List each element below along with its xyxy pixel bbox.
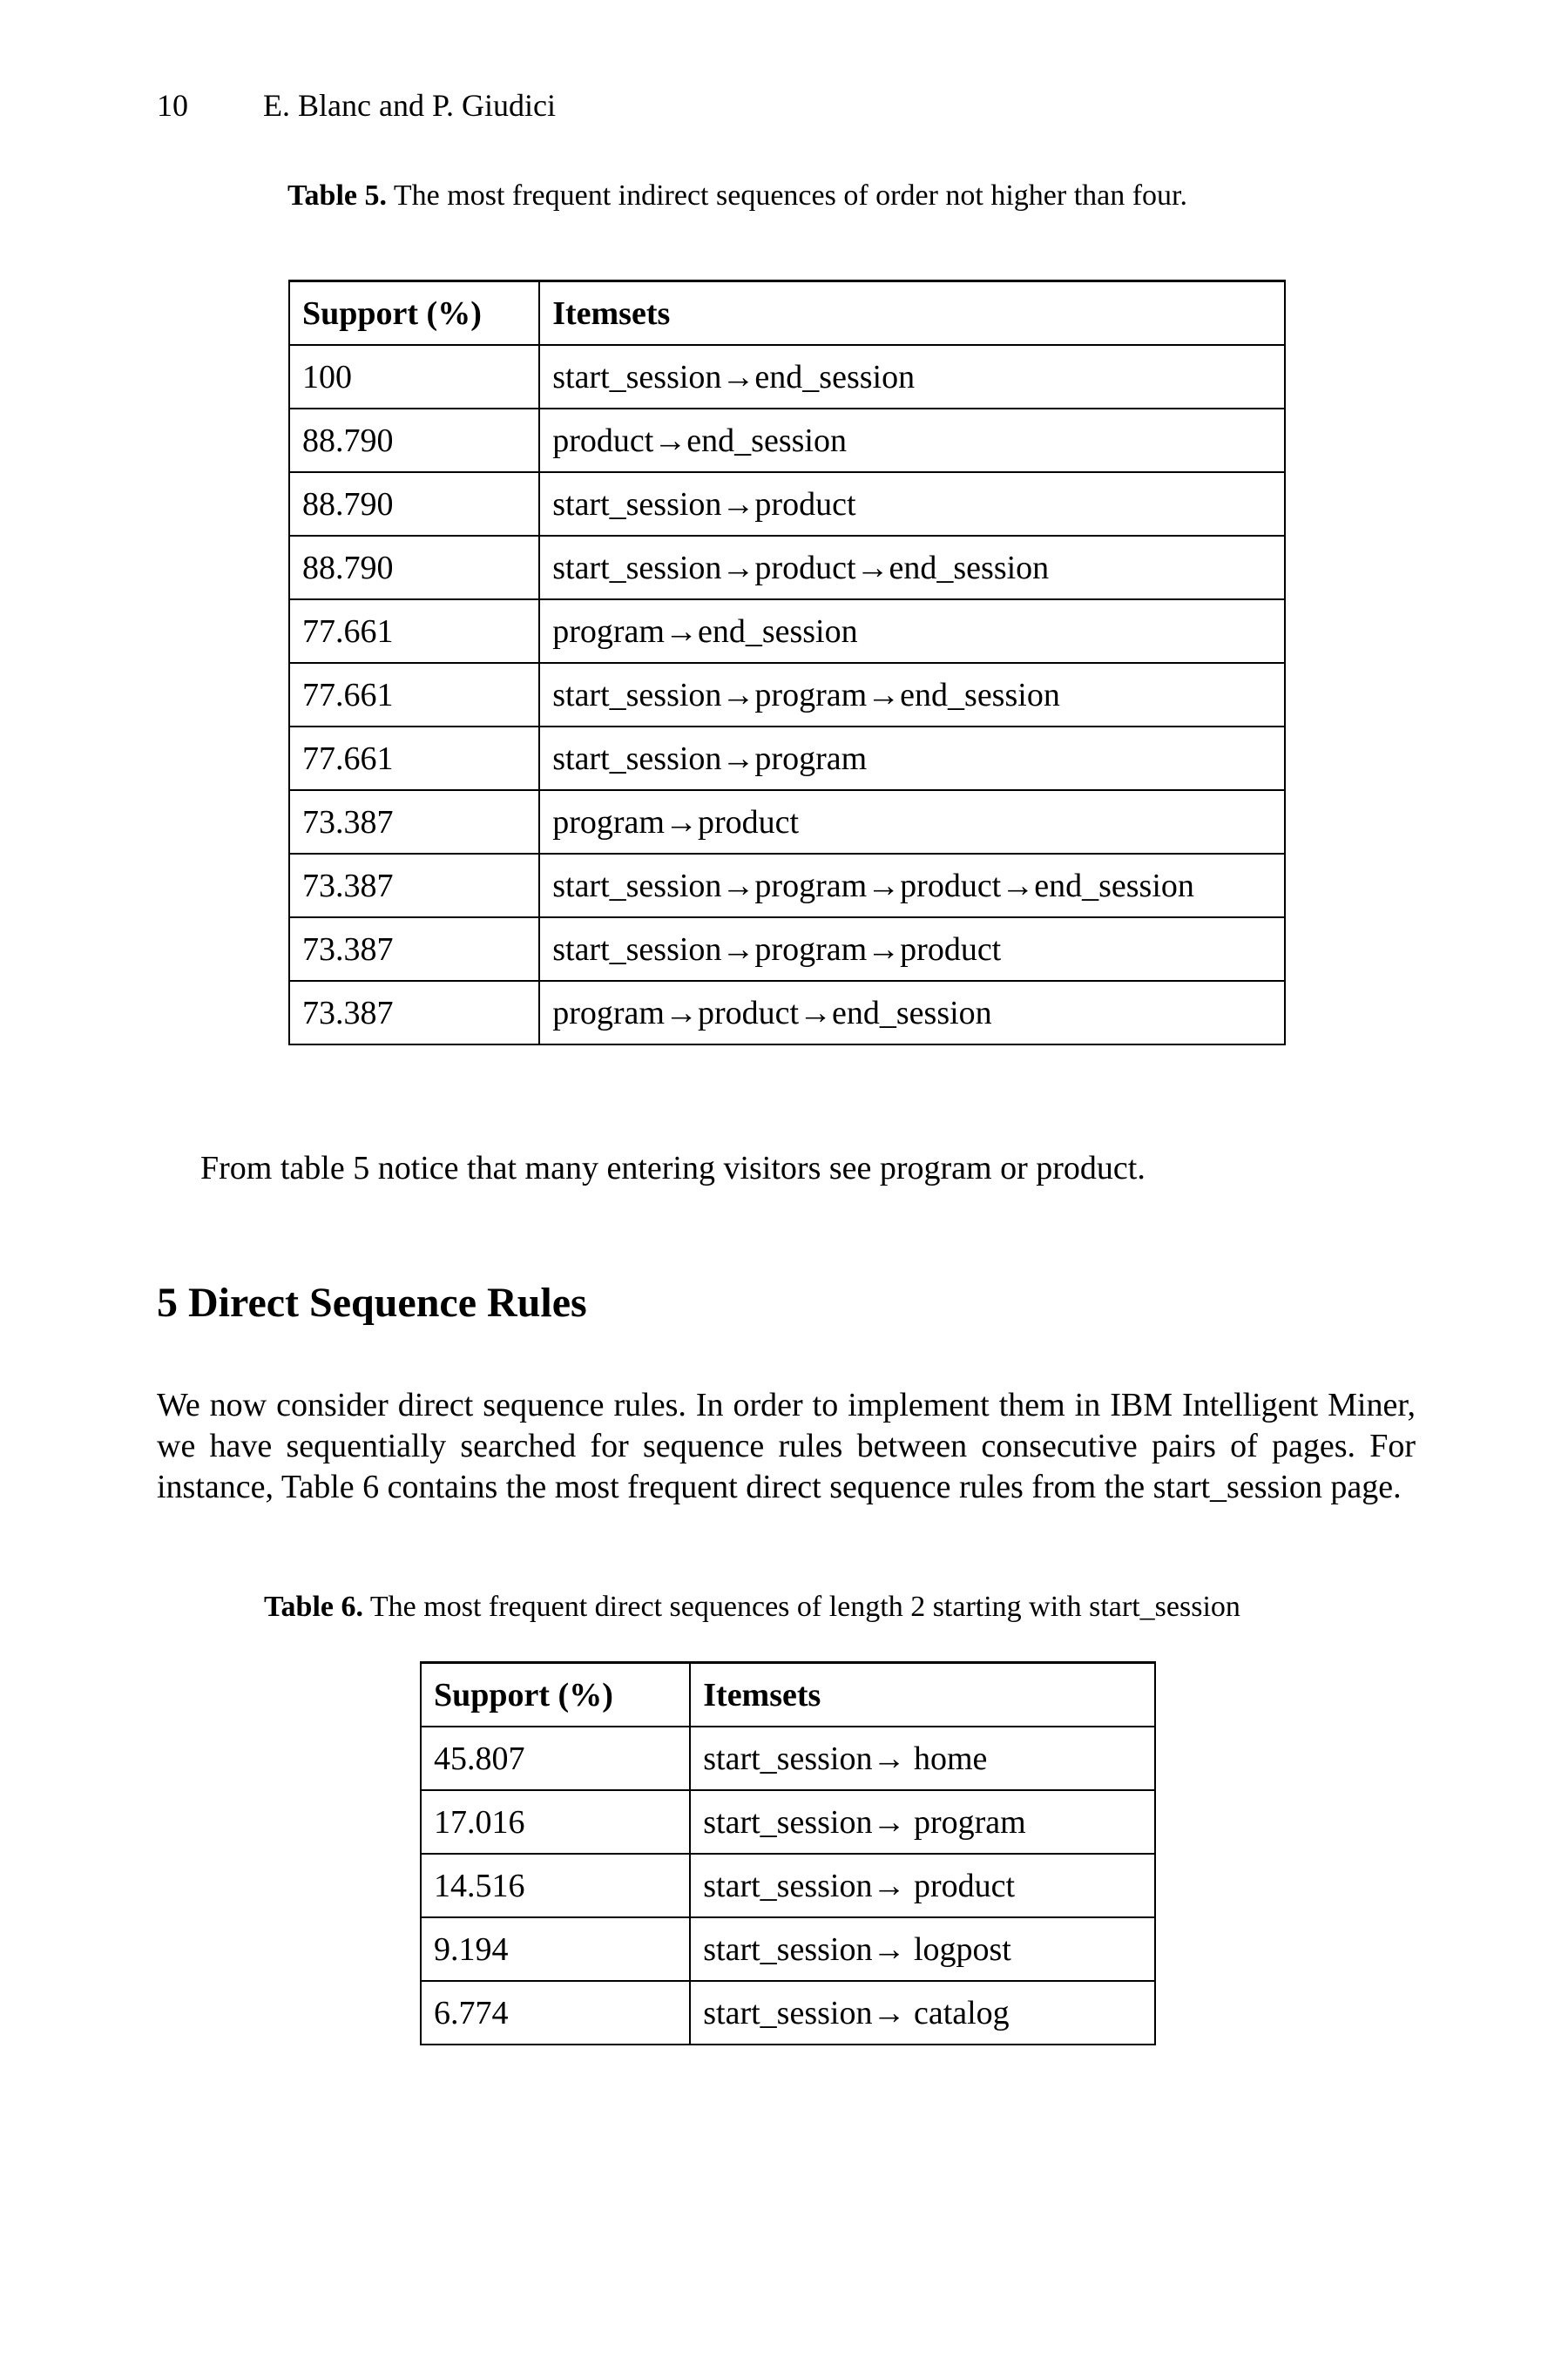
- table-row: [289, 472, 1285, 536]
- table-row: [289, 345, 1285, 409]
- support-cell: 88.790: [289, 472, 539, 536]
- itemset-cell: start_session→program→end_session: [539, 663, 1285, 727]
- itemset-cell: start_session→ program: [690, 1790, 1155, 1854]
- itemset-cell: program→product→end_session: [539, 981, 1285, 1044]
- support-cell: 6.774: [421, 1981, 690, 2045]
- support-cell: 45.807: [421, 1727, 690, 1790]
- table-row: [421, 1727, 1155, 1790]
- table5-header-itemsets: Itemsets: [539, 281, 1285, 346]
- table5: [288, 280, 1286, 1045]
- table-row: [289, 854, 1285, 917]
- table5-caption-text: The most frequent indirect sequences of order not higher than four.: [393, 179, 1187, 212]
- table-row: [289, 536, 1285, 599]
- support-cell: 73.387: [289, 854, 539, 917]
- itemset-cell: start_session→ home: [690, 1727, 1155, 1790]
- table6: [420, 1661, 1156, 2045]
- itemset-cell: program→end_session: [539, 599, 1285, 663]
- section-title: 5 Direct Sequence Rules: [157, 1280, 587, 1326]
- table-row: [289, 727, 1285, 790]
- table-row: [421, 1854, 1155, 1917]
- itemset-cell: start_session→ product: [690, 1854, 1155, 1917]
- table-row: [289, 599, 1285, 663]
- table5-header-row: [289, 281, 1285, 346]
- support-cell: 100: [289, 345, 539, 409]
- itemset-cell: start_session→product: [539, 472, 1285, 536]
- itemset-cell: product→end_session: [539, 409, 1285, 472]
- itemset-cell: start_session→program→product→end_session: [539, 854, 1285, 917]
- support-cell: 73.387: [289, 790, 539, 854]
- support-cell: 73.387: [289, 981, 539, 1044]
- itemset-cell: start_session→ catalog: [690, 1981, 1155, 2045]
- table5-header-support: Support (%): [289, 281, 539, 346]
- table5-comment: From table 5 notice that many entering visitors see program or product.: [200, 1150, 1146, 1186]
- section-paragraph: We now consider direct sequence rules. In order to implement them in IBM Intelligent Miner, we have sequentially searched for sequence rules between consecutive pairs of pages. For instance, Table 6 contains the most frequent direct sequence rules from the start_session page.: [157, 1387, 1416, 1505]
- table6-caption-text: The most frequent direct sequences of length 2 starting with start_session: [369, 1591, 1240, 1623]
- itemset-cell: start_session→program→product: [539, 917, 1285, 981]
- table6-caption-label: Table 6.: [264, 1591, 364, 1623]
- itemset-cell: start_session→ logpost: [690, 1917, 1155, 1981]
- table-row: [289, 663, 1285, 727]
- itemset-cell: start_session→end_session: [539, 345, 1285, 409]
- support-cell: 77.661: [289, 663, 539, 727]
- itemset-cell: program→product: [539, 790, 1285, 854]
- support-cell: 17.016: [421, 1790, 690, 1854]
- table-row: [289, 409, 1285, 472]
- support-cell: 88.790: [289, 409, 539, 472]
- support-cell: 14.516: [421, 1854, 690, 1917]
- support-cell: 9.194: [421, 1917, 690, 1981]
- itemset-cell: start_session→program: [539, 727, 1285, 790]
- table6-caption: [264, 1591, 1240, 1624]
- table-row: [289, 917, 1285, 981]
- table-row: [421, 1981, 1155, 2045]
- support-cell: 77.661: [289, 599, 539, 663]
- table5-caption-label: Table 5.: [287, 179, 388, 212]
- running-header-authors: E. Blanc and P. Giudici: [263, 88, 556, 123]
- page-number: 10: [157, 88, 188, 123]
- support-cell: 88.790: [289, 536, 539, 599]
- support-cell: 77.661: [289, 727, 539, 790]
- table-row: [289, 790, 1285, 854]
- support-cell: 73.387: [289, 917, 539, 981]
- table6-header-row: [421, 1663, 1155, 1727]
- table6-header-support: Support (%): [421, 1663, 690, 1727]
- table6-header-itemsets: Itemsets: [690, 1663, 1155, 1727]
- table-row: [289, 981, 1285, 1044]
- table5-caption: [287, 179, 1187, 213]
- itemset-cell: start_session→product→end_session: [539, 536, 1285, 599]
- table-row: [421, 1790, 1155, 1854]
- table-row: [421, 1917, 1155, 1981]
